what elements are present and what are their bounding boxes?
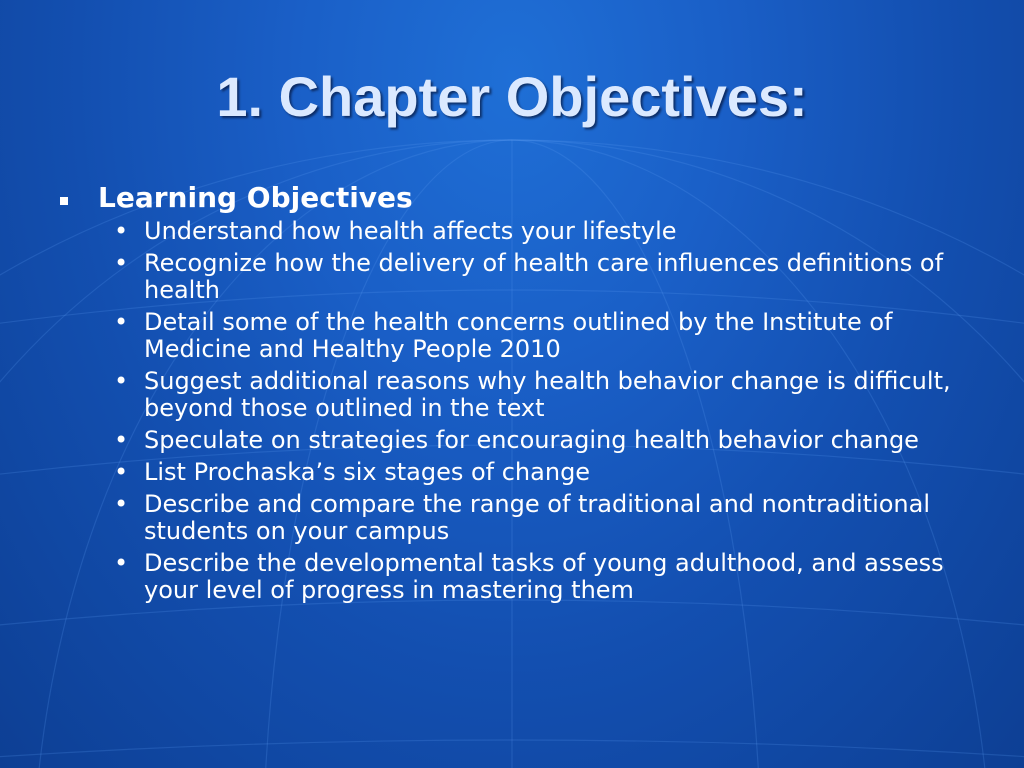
list-item — [114, 427, 960, 454]
dot-bullet-icon: • — [114, 458, 129, 486]
list-item-text: Describe the developmental tasks of young adulthood, and assess your level of progress in mastering them — [144, 549, 944, 604]
list-item-text: Recognize how the delivery of health care influences definitions of health — [144, 249, 944, 304]
slide-title: 1. Chapter Objectives: — [216, 65, 808, 128]
list-item-text: Suggest additional reasons why health behavior change is difficult, beyond those outlined in the text — [144, 367, 951, 422]
list-item-text: Speculate on strategies for encouraging health behavior change — [144, 426, 919, 454]
dot-bullet-icon: • — [114, 549, 129, 577]
list-item-text: List Prochaska’s six stages of change — [144, 458, 591, 486]
dot-bullet-icon: • — [114, 367, 129, 395]
list-item-text: Detail some of the health concerns outlined by the Institute of Medicine and Healthy People 2010 — [144, 308, 893, 363]
slide-content — [60, 180, 960, 609]
list-item — [114, 309, 960, 363]
list-item — [114, 459, 960, 486]
list-item — [114, 368, 960, 422]
objectives-list — [60, 218, 960, 604]
list-item — [114, 491, 960, 545]
section-heading-row — [60, 180, 960, 216]
list-item-text: Understand how health affects your lifestyle — [144, 217, 677, 245]
square-bullet-icon — [60, 197, 68, 205]
dot-bullet-icon: • — [114, 308, 129, 336]
dot-bullet-icon: • — [114, 217, 129, 245]
list-item — [114, 218, 960, 245]
list-item — [114, 250, 960, 304]
dot-bullet-icon: • — [114, 426, 129, 454]
dot-bullet-icon: • — [114, 249, 129, 277]
list-item — [114, 550, 960, 604]
section-heading: Learning Objectives — [98, 181, 413, 214]
list-item-text: Describe and compare the range of traditional and nontraditional students on your campus — [144, 490, 930, 545]
dot-bullet-icon: • — [114, 490, 129, 518]
